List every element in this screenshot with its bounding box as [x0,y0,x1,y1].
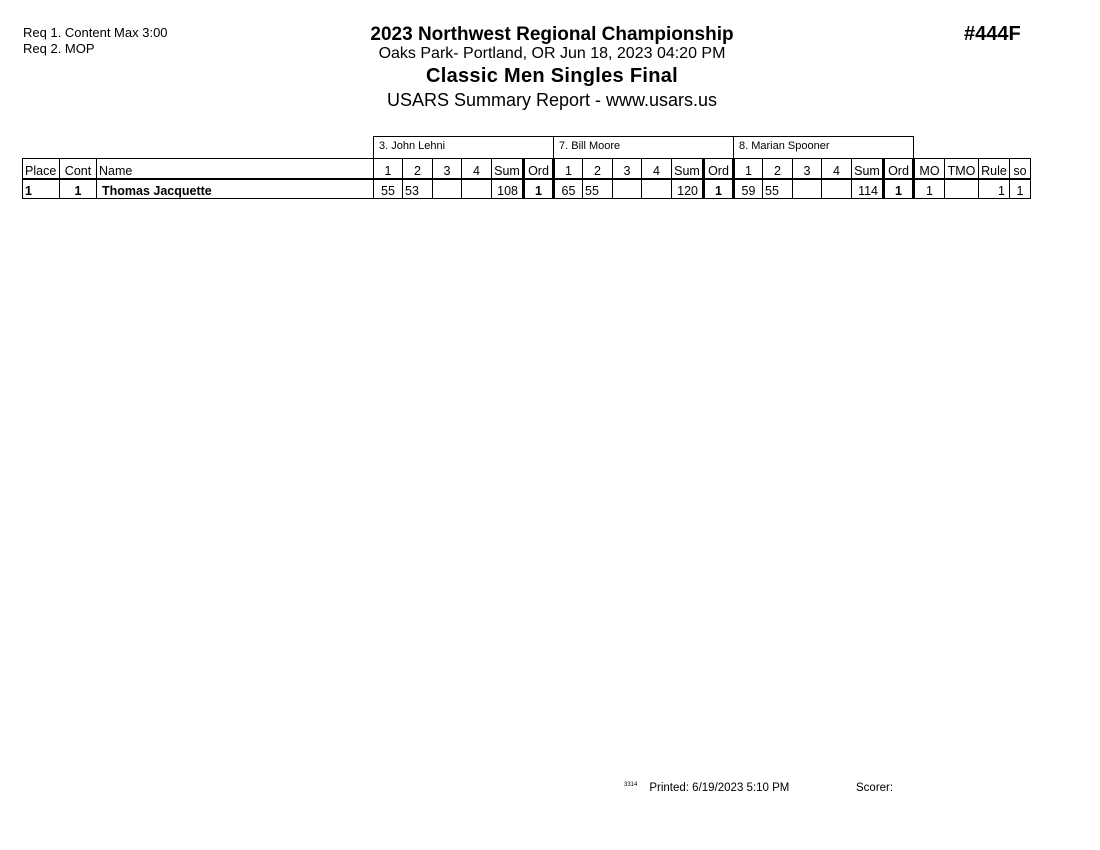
report-title: USARS Summary Report - www.usars.us [386,90,718,110]
col-judge1-sum: Sum [492,159,524,179]
judges-row [23,137,1031,159]
score-cell [462,179,492,199]
event-code: #444F [964,23,1021,45]
col-judge3-1: 1 [734,159,763,179]
requirement-1: Req 1. Content Max 3:00 [23,25,168,40]
printed-date: Printed: 6/19/2023 5:10 PM [649,782,790,794]
col-tmo: TMO [945,159,979,179]
column-header-row [23,159,1031,179]
judge-header: 3. John Lehni [374,137,554,159]
col-mo: MO [914,159,945,179]
col-judge3-3: 3 [793,159,822,179]
col-judge2-1: 1 [554,159,583,179]
col-judge3-2: 2 [763,159,793,179]
score-cell [642,179,672,199]
event-title: Classic Men Singles Final [425,65,679,87]
col-judge1-2: 2 [403,159,433,179]
col-judge3-ord: Ord [884,159,914,179]
place-cell: 1 [23,179,60,199]
scorer-label: Scorer: [856,782,894,794]
rule-cell: 1 [979,179,1010,199]
score-cell: 55 [374,179,403,199]
col-judge3-4: 4 [822,159,852,179]
col-judge1-3: 3 [433,159,462,179]
print-code: 3314 [624,782,638,788]
venue-date: Oaks Park- Portland, OR Jun 18, 2023 04:20 PM [378,45,726,62]
col-judge2-2: 2 [583,159,613,179]
sum-cell: 108 [492,179,524,199]
col-so: so [1010,159,1031,179]
so-cell: 1 [1010,179,1031,199]
col-judge2-4: 4 [642,159,672,179]
col-name: Name [97,159,374,179]
ord-cell: 1 [704,179,734,199]
score-cell: 59 [734,179,763,199]
judge-header: 7. Bill Moore [554,137,734,159]
score-cell [613,179,642,199]
col-judge3-sum: Sum [852,159,884,179]
col-judge1-1: 1 [374,159,403,179]
score-cell [433,179,462,199]
sum-cell: 120 [672,179,704,199]
table-row [23,179,1031,199]
col-judge1-ord: Ord [524,159,554,179]
summary-table [22,136,1031,199]
col-place: Place [23,159,60,179]
score-cell [822,179,852,199]
score-cell [793,179,822,199]
score-cell: 65 [554,179,583,199]
cont-cell: 1 [60,179,97,199]
score-cell: 55 [583,179,613,199]
col-judge2-sum: Sum [672,159,704,179]
score-cell: 53 [403,179,433,199]
sum-cell: 114 [852,179,884,199]
mo-cell: 1 [914,179,945,199]
print-footer [624,782,789,794]
score-cell: 55 [763,179,793,199]
judge-header: 8. Marian Spooner [734,137,914,159]
col-judge2-ord: Ord [704,159,734,179]
col-judge2-3: 3 [613,159,642,179]
competition-title: 2023 Northwest Regional Championship [370,24,734,45]
col-judge1-4: 4 [462,159,492,179]
requirement-2: Req 2. MOP [23,41,95,56]
ord-cell: 1 [884,179,914,199]
col-cont: Cont [60,159,97,179]
ord-cell: 1 [524,179,554,199]
tmo-cell [945,179,979,199]
col-rule: Rule [979,159,1010,179]
skater-name: Thomas Jacquette [97,179,374,199]
